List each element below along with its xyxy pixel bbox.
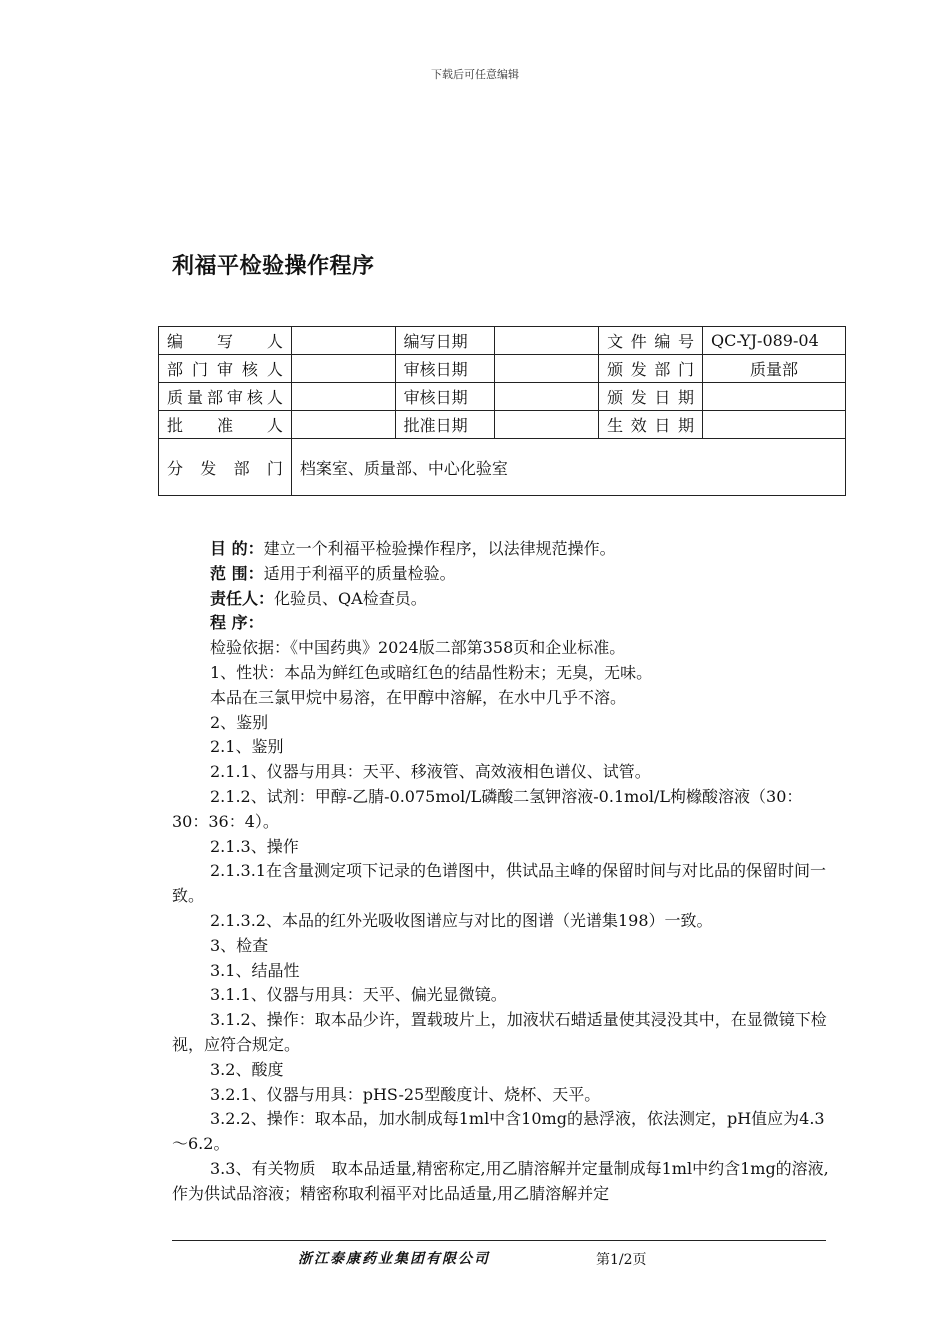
approver-label: 批准人	[159, 411, 292, 439]
table-row	[159, 355, 846, 383]
approve-date-label: 批准日期	[395, 411, 495, 439]
section-line: 2.1.1、仪器与用具：天平、移液管、高效液相色谱仪、试管。	[210, 762, 651, 782]
table-row	[159, 411, 846, 439]
effective-date-value	[703, 411, 846, 439]
procedure-label: 程 序：	[210, 613, 264, 633]
scope-text: 适用于利福平的质量检验。	[263, 563, 456, 583]
section-heading: 3.2、酸度	[210, 1059, 284, 1079]
qa-reviewer-value	[291, 383, 395, 411]
purpose-text: 建立一个利福平检验操作程序，以法律规范操作。	[263, 539, 616, 558]
header-note: 下载后可任意编辑	[431, 68, 519, 81]
table-row	[159, 439, 846, 496]
section-line: 2.1.2、试剂：甲醇-乙腈-0.075mol/L磷酸二氢钾溶液-0.1mol/L枸橼酸溶液（30：30：36：4）。	[172, 786, 803, 831]
footer-company: 浙江泰康药业集团有限公司	[298, 1251, 490, 1267]
issue-date-label: 颁发日期	[599, 383, 703, 411]
review-date-label: 审核日期	[395, 355, 495, 383]
approve-date-value	[495, 411, 599, 439]
document-info-table	[158, 326, 846, 496]
issue-dept-label: 颁发部门	[599, 355, 703, 383]
write-date-label: 编写日期	[395, 327, 495, 355]
responsibility-label: 责任人：	[210, 588, 275, 608]
file-number-value: QC-YJ-089-04	[703, 327, 846, 355]
section-heading: 2、鉴别	[210, 712, 269, 732]
purpose-line	[172, 537, 834, 562]
effective-date-label: 生效日期	[599, 411, 703, 439]
table-row	[159, 327, 846, 355]
qa-reviewer-label: 质量部审核人	[159, 383, 292, 411]
footer-divider	[172, 1240, 826, 1241]
section-line: 2.1.3.1在含量测定项下记录的色谱图中，供试品主峰的保留时间与对比品的保留时间一致。	[172, 861, 826, 906]
procedure-body	[172, 537, 834, 1207]
section-line: 3.1.2、操作：取本品少许，置载玻片上，加液状石蜡适量使其浸没其中，在显微镜下检视，应符合规定。	[172, 1010, 827, 1054]
distribution-label: 分发部门	[159, 439, 292, 496]
dept-reviewer-label: 部门审核人	[159, 355, 292, 383]
review-date-label: 审核日期	[395, 383, 495, 411]
section-line: 2.1.3.2、本品的红外光吸收图谱应与对比的图谱（光谱集198）一致。	[210, 910, 713, 930]
section-line: 3.3、有关物质 取本品适量,精密称定,用乙腈溶解并定量制成每1ml中约含1mg的溶液,作为供试品溶液；精密称取利福平对比品适量,用乙腈溶解并定	[172, 1158, 829, 1203]
page-number: 第1/2页	[596, 1252, 647, 1268]
approver-value	[291, 411, 395, 439]
section-heading: 2.1、鉴别	[210, 737, 284, 757]
issue-dept-value: 质量部	[703, 355, 846, 383]
section-line: 3.2.2、操作：取本品，加水制成每1ml中含10mg的悬浮液，依法测定，pH值应为4.3～6.2。	[172, 1109, 825, 1154]
section-heading: 3、检查	[210, 935, 269, 955]
writer-value	[291, 327, 395, 355]
review-date-value	[495, 355, 599, 383]
table-row	[159, 383, 846, 411]
review-date-value	[495, 383, 599, 411]
section-line: 本品在三氯甲烷中易溶，在甲醇中溶解，在水中几乎不溶。	[210, 687, 627, 707]
section-heading: 3.1、结晶性	[210, 960, 300, 980]
page-title: 利福平检验操作程序	[172, 254, 375, 279]
section-line: 1、性状：本品为鲜红色或暗红色的结晶性粉末；无臭，无味。	[210, 662, 653, 682]
dept-reviewer-value	[291, 355, 395, 383]
issue-date-value	[703, 383, 846, 411]
section-heading: 2.1.3、操作	[210, 836, 299, 856]
scope-line	[172, 562, 834, 587]
writer-label: 编写人	[159, 327, 292, 355]
distribution-value: 档案室、质量部、中心化验室	[291, 439, 845, 496]
purpose-label: 目 的：	[210, 539, 264, 558]
responsibility-text: 化验员、QA检查员。	[274, 588, 427, 608]
scope-label: 范 围：	[210, 563, 264, 583]
section-line: 3.2.1、仪器与用具：pHS-25型酸度计、烧杯、天平。	[210, 1084, 601, 1104]
write-date-value	[495, 327, 599, 355]
basis-line: 检验依据：《中国药典》2024版二部第358页和企业标准。	[210, 638, 626, 658]
responsibility-line	[172, 587, 834, 612]
section-line: 3.1.1、仪器与用具：天平、偏光显微镜。	[210, 985, 507, 1005]
file-number-label: 文件编号	[599, 327, 703, 355]
